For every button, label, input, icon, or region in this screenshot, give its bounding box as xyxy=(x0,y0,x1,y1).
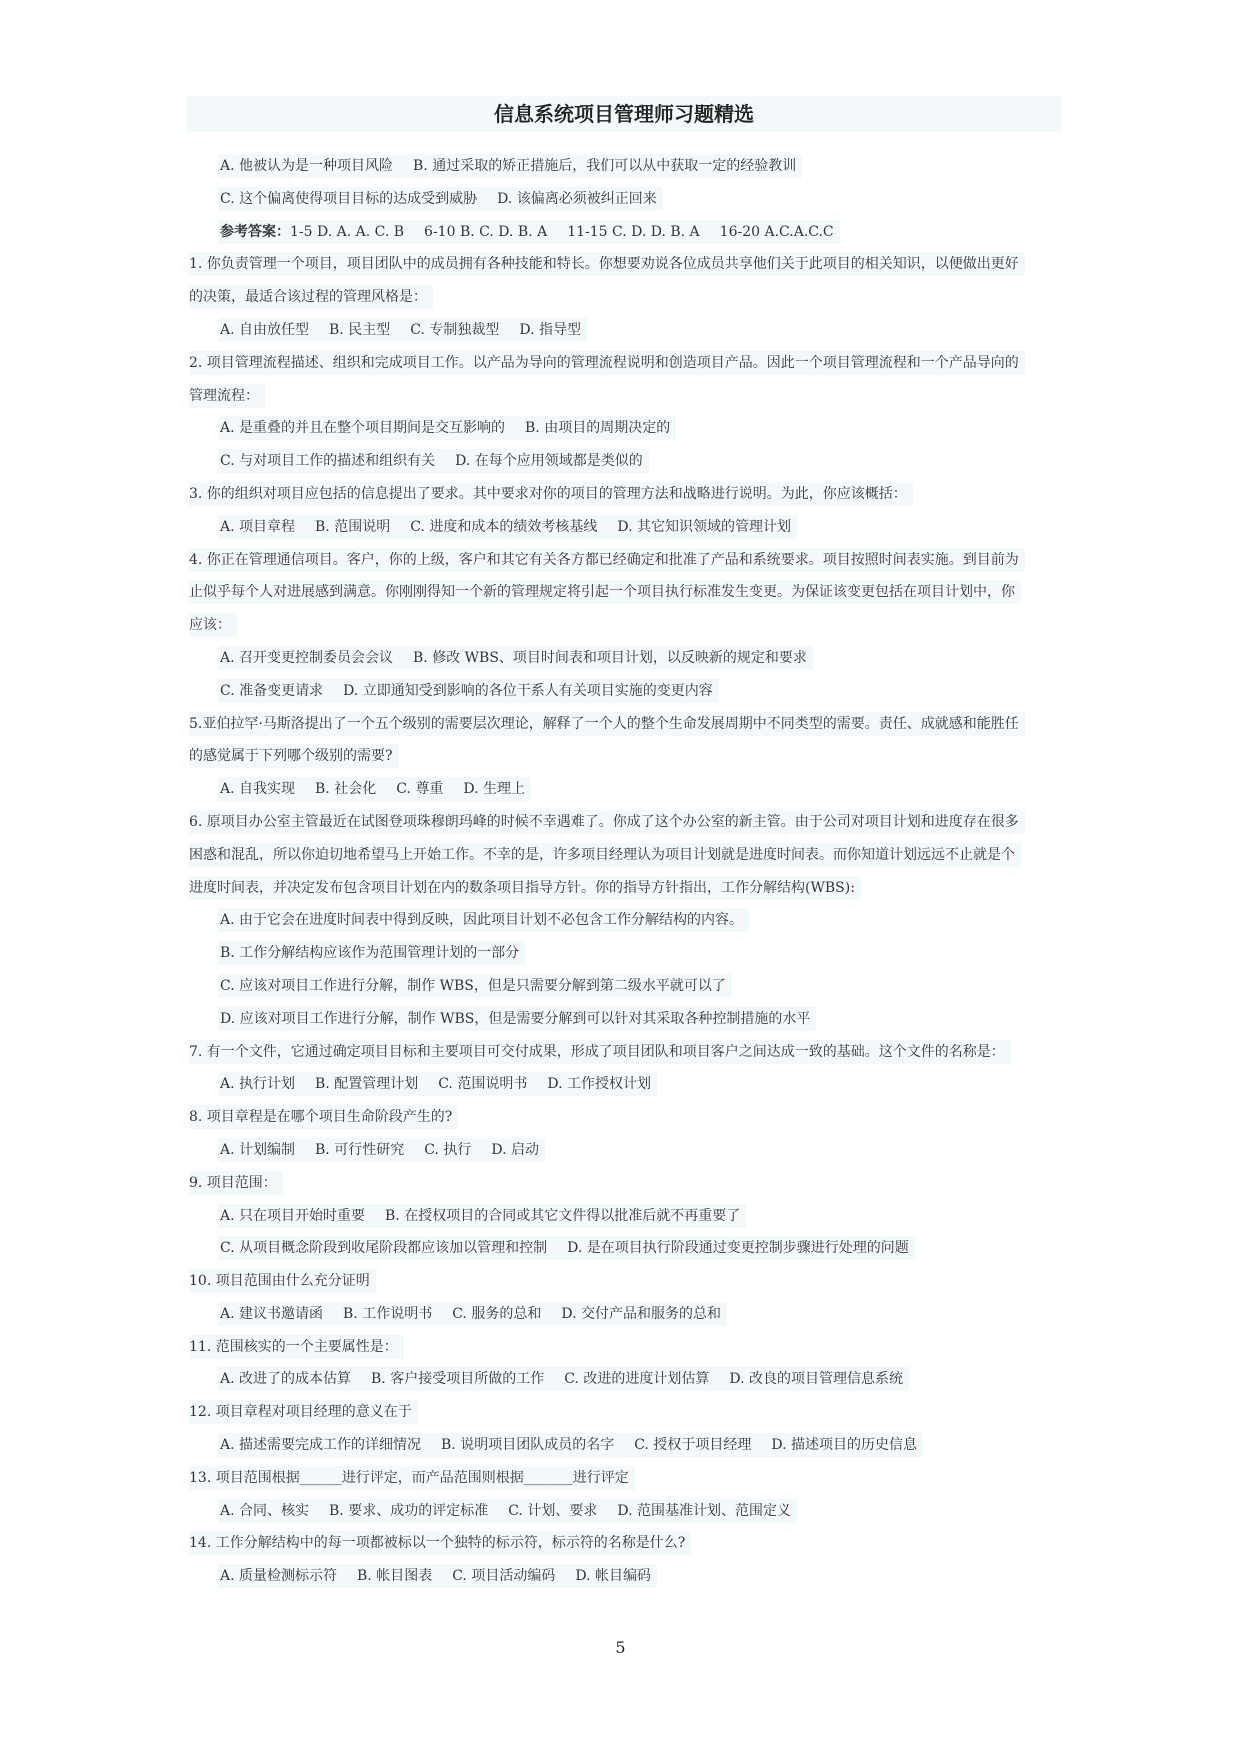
answer-option: D. 工作授权计划 xyxy=(547,1076,651,1093)
answer-option: B. 范围说明 xyxy=(315,518,391,535)
question-line xyxy=(189,1527,1062,1560)
line-text xyxy=(218,1499,797,1523)
line-text xyxy=(218,1433,923,1457)
line-text xyxy=(218,646,813,670)
answer-option: B. 通过采取的矫正措施后，我们可以从中获取一定的经验教训 xyxy=(413,158,797,174)
answer-option: B. 要求、成功的评定标准 xyxy=(329,1502,489,1519)
line-text xyxy=(218,154,802,178)
question-line xyxy=(189,576,1062,609)
question-line xyxy=(189,1036,1062,1069)
line-text: 的感觉属于下列哪个级别的需要? xyxy=(189,744,399,768)
line-text: 9. 项目范围： xyxy=(189,1171,283,1195)
option-line xyxy=(189,642,1062,675)
answer-key-label: 参考答案： xyxy=(220,223,290,240)
answer-option: C. 从项目概念阶段到收尾阶段都应该加以管理和控制 xyxy=(220,1240,548,1257)
answer-option: C. 专制独裁型 xyxy=(410,321,500,338)
line-text: 1. 你负责管理一个项目，项目团队中的成员拥有各种技能和特长。你想要劝说各位成员共享他们关于此项目的相关知识，以便做出更好 xyxy=(189,252,1025,276)
line-text xyxy=(218,1302,727,1326)
question-line xyxy=(189,1101,1062,1134)
line-text xyxy=(218,1236,915,1260)
option-line xyxy=(189,511,1062,544)
answer-option: C. 进度和成本的绩效考核基线 xyxy=(410,518,598,535)
option-line xyxy=(189,904,1062,937)
question-line xyxy=(189,708,1062,741)
answer-option: A. 执行计划 xyxy=(220,1076,296,1093)
line-text xyxy=(218,974,732,998)
answer-option: C. 服务的总和 xyxy=(452,1305,542,1322)
question-line xyxy=(189,248,1062,281)
answer-option: B. 帐目图表 xyxy=(357,1568,433,1585)
question-line xyxy=(189,872,1062,905)
answer-option: D. 是在项目执行阶段通过变更控制步骤进行处理的问题 xyxy=(567,1240,909,1257)
line-text: 2. 项目管理流程描述、组织和完成项目工作。以产品为导向的管理流程说明和创造项目产品。因此一个项目管理流程和一个产品导向的 xyxy=(189,351,1025,375)
question-line xyxy=(189,1462,1062,1495)
answer-option: C. 尊重 xyxy=(396,781,444,798)
line-text: 12. 项目章程对项目经理的意义在于 xyxy=(189,1400,418,1424)
option-line xyxy=(189,1298,1062,1331)
answer-option: A. 建议书邀请函 xyxy=(220,1305,324,1322)
line-text xyxy=(218,220,840,244)
question-line xyxy=(189,380,1062,413)
page-title: 信息系统项目管理师习题精选 xyxy=(186,96,1062,132)
option-line xyxy=(189,1134,1062,1167)
question-line xyxy=(189,1167,1062,1200)
answer-option: D. 生理上 xyxy=(463,781,525,798)
question-line xyxy=(189,806,1062,839)
answer-option: B. 客户接受项目所做的工作 xyxy=(371,1371,545,1388)
question-line xyxy=(189,609,1062,642)
line-text xyxy=(218,1367,909,1391)
document-body xyxy=(189,150,1062,1593)
line-text: 的决策，最适合该过程的管理风格是： xyxy=(189,285,433,309)
answer-option: B. 修改 WBS、项目时间表和项目计划，以反映新的规定和要求 xyxy=(413,649,807,666)
answer-option: B. 工作分解结构应该作为范围管理计划的一部分 xyxy=(220,945,520,962)
answer-option: B. 民主型 xyxy=(329,321,391,338)
answer-option: D. 描述项目的历史信息 xyxy=(771,1437,917,1454)
line-text xyxy=(218,941,525,965)
answer-option: C. 授权于项目经理 xyxy=(634,1437,752,1454)
answer-option: D. 在每个应用领域都是类似的 xyxy=(455,453,643,470)
answer-option: A. 自由放任型 xyxy=(220,321,310,338)
line-text: 止似乎每个人对进展感到满意。你刚刚得知一个新的管理规定将引起一个项目执行标准发生变更。为保证该变更包括在项目计划中，你 xyxy=(189,580,1021,604)
answer-option: D. 范围基准计划、范围定义 xyxy=(617,1502,791,1519)
option-line xyxy=(189,1560,1062,1593)
answer-option: D. 改良的项目管理信息系统 xyxy=(729,1371,903,1388)
answer-option: D. 立即通知受到影响的各位干系人有关项目实施的变更内容 xyxy=(343,682,713,699)
answer-option: C. 应该对项目工作进行分解，制作 WBS，但是只需要分解到第二级水平就可以了 xyxy=(220,977,726,994)
question-line xyxy=(189,281,1062,314)
answer-option: A. 计划编制 xyxy=(220,1141,296,1158)
answer-option: B. 说明项目团队成员的名字 xyxy=(441,1437,615,1454)
line-text: 3. 你的组织对项目应包括的信息提出了要求。其中要求对你的项目的管理方法和战略进行说明。为此，你应该概括： xyxy=(189,482,913,506)
line-text: 困惑和混乱，所以你迫切地希望马上开始工作。不幸的是，许多项目经理认为项目计划就是进度时间表。而你知道计划远远不止就是个 xyxy=(189,843,1021,867)
question-line xyxy=(189,740,1062,773)
answer-group: 1-5 D. A. A. C. B xyxy=(290,223,405,240)
option-line xyxy=(189,412,1062,445)
answer-option: C. 这个偏离使得项目目标的达成受到威胁 xyxy=(220,190,478,207)
answer-key-line xyxy=(189,216,1062,249)
option-line xyxy=(189,1429,1062,1462)
answer-option: B. 配置管理计划 xyxy=(315,1076,419,1093)
answer-option: B. 可行性研究 xyxy=(315,1141,405,1158)
line-text xyxy=(218,679,719,703)
option-line xyxy=(189,183,1062,216)
answer-option: C. 改进的进度计划估算 xyxy=(564,1371,710,1388)
line-text: 6. 原项目办公室主管最近在试图登项珠穆朗玛峰的时候不幸遇难了。你成了这个办公室的新主管。由于公司对项目计划和进度存在很多 xyxy=(189,810,1025,834)
line-text xyxy=(218,1204,746,1228)
answer-option: B. 社会化 xyxy=(315,781,377,798)
line-text xyxy=(218,1072,657,1096)
option-line xyxy=(189,150,1062,183)
line-text: 11. 范围核实的一个主要属性是： xyxy=(189,1335,404,1359)
answer-option: A. 改进了的成本估算 xyxy=(220,1371,352,1388)
question-line xyxy=(189,1265,1062,1298)
option-line xyxy=(189,1232,1062,1265)
answer-option: C. 范围说明书 xyxy=(438,1076,528,1093)
answer-option: B. 在授权项目的合同或其它文件得以批准后就不再重要了 xyxy=(385,1207,741,1224)
question-line xyxy=(189,839,1062,872)
answer-option: A. 项目章程 xyxy=(220,518,296,535)
option-line xyxy=(189,1363,1062,1396)
answer-option: A. 他被认为是一种项目风险 xyxy=(220,158,394,174)
option-line xyxy=(189,314,1062,347)
answer-option: A. 质量检测标示符 xyxy=(220,1568,338,1585)
line-text: 进度时间表，并决定发布包含项目计划在内的数条项目指导方针。你的指导方针指出，工作分解结构(WBS): xyxy=(189,876,861,900)
line-text xyxy=(218,449,649,473)
line-text xyxy=(218,777,531,801)
answer-option: C. 计划、要求 xyxy=(508,1502,598,1519)
line-text: 应该： xyxy=(189,613,237,637)
answer-option: B. 工作说明书 xyxy=(343,1305,433,1322)
line-text: 7. 有一个文件，它通过确定项目目标和主要项目可交付成果，形成了项目团队和项目客户之间达成一致的基础。这个文件的名称是： xyxy=(189,1040,1011,1064)
line-text xyxy=(218,416,676,440)
answer-option: A. 召开变更控制委员会会议 xyxy=(220,649,394,666)
answer-option: B. 由项目的周期决定的 xyxy=(525,420,671,437)
answer-option: D. 帐目编码 xyxy=(575,1568,651,1585)
answer-group: 11-15 C. D. D. B. A xyxy=(567,223,700,240)
line-text xyxy=(218,908,749,932)
line-text: 8. 项目章程是在哪个项目生命阶段产生的? xyxy=(189,1105,458,1129)
question-line xyxy=(189,347,1062,380)
answer-option: C. 执行 xyxy=(424,1141,472,1158)
option-line xyxy=(189,1068,1062,1101)
option-line xyxy=(189,675,1062,708)
answer-option: A. 只在项目开始时重要 xyxy=(220,1207,366,1224)
question-line xyxy=(189,1331,1062,1364)
question-line xyxy=(189,478,1062,511)
page-number: 5 xyxy=(615,1638,626,1657)
answer-option: C. 与对项目工作的描述和组织有关 xyxy=(220,453,436,470)
line-text: 14. 工作分解结构中的每一项都被标以一个独特的标示符，标示符的名称是什么? xyxy=(189,1531,691,1555)
line-text: 10. 项目范围由什么充分证明 xyxy=(189,1269,376,1293)
answer-option: C. 项目活动编码 xyxy=(452,1568,556,1585)
line-text xyxy=(218,1138,545,1162)
line-text xyxy=(218,1007,816,1031)
line-text xyxy=(218,187,663,211)
option-line xyxy=(189,445,1062,478)
line-text: 5.亚伯拉罕·马斯洛提出了一个五个级别的需要层次理论，解释了一个人的整个生命发展周期中不同类型的需要。责任、成就感和能胜任 xyxy=(189,712,1025,736)
answer-option: D. 启动 xyxy=(491,1141,539,1158)
option-line xyxy=(189,773,1062,806)
question-line xyxy=(189,544,1062,577)
line-text: 管理流程： xyxy=(189,384,265,408)
answer-option: D. 该偏离必须被纠正回来 xyxy=(497,190,657,207)
answer-option: A. 自我实现 xyxy=(220,781,296,798)
option-line xyxy=(189,1200,1062,1233)
line-text xyxy=(218,515,797,539)
option-line xyxy=(189,970,1062,1003)
option-line xyxy=(189,1003,1062,1036)
answer-group: 6-10 B. C. D. B. A xyxy=(424,223,548,240)
line-text xyxy=(218,318,587,342)
answer-option: D. 应该对项目工作进行分解，制作 WBS，但是需要分解到可以针对其采取各种控制措施的水平 xyxy=(220,1010,811,1027)
answer-option: D. 指导型 xyxy=(519,321,581,338)
option-line xyxy=(189,937,1062,970)
line-text: 4. 你正在管理通信项目。客户，你的上级，客户和其它有关各方都已经确定和批准了产品和系统要求。项目按照时间表实施。到目前为 xyxy=(189,548,1025,572)
answer-option: A. 由于它会在进度时间表中得到反映，因此项目计划不必包含工作分解结构的内容。 xyxy=(220,912,744,929)
answer-option: D. 交付产品和服务的总和 xyxy=(561,1305,721,1322)
option-line xyxy=(189,1495,1062,1528)
answer-option: C. 准备变更请求 xyxy=(220,682,324,699)
line-text: 13. 项目范围根据______进行评定，而产品范围则根据_______进行评定 xyxy=(189,1466,635,1490)
answer-group: 16-20 A.C.A.C.C xyxy=(719,223,834,240)
question-line xyxy=(189,1396,1062,1429)
answer-option: A. 是重叠的并且在整个项目期间是交互影响的 xyxy=(220,420,506,437)
answer-option: A. 合同、核实 xyxy=(220,1502,310,1519)
line-text xyxy=(218,1564,657,1588)
answer-option: D. 其它知识领域的管理计划 xyxy=(617,518,791,535)
answer-option: A. 描述需要完成工作的详细情况 xyxy=(220,1437,422,1454)
